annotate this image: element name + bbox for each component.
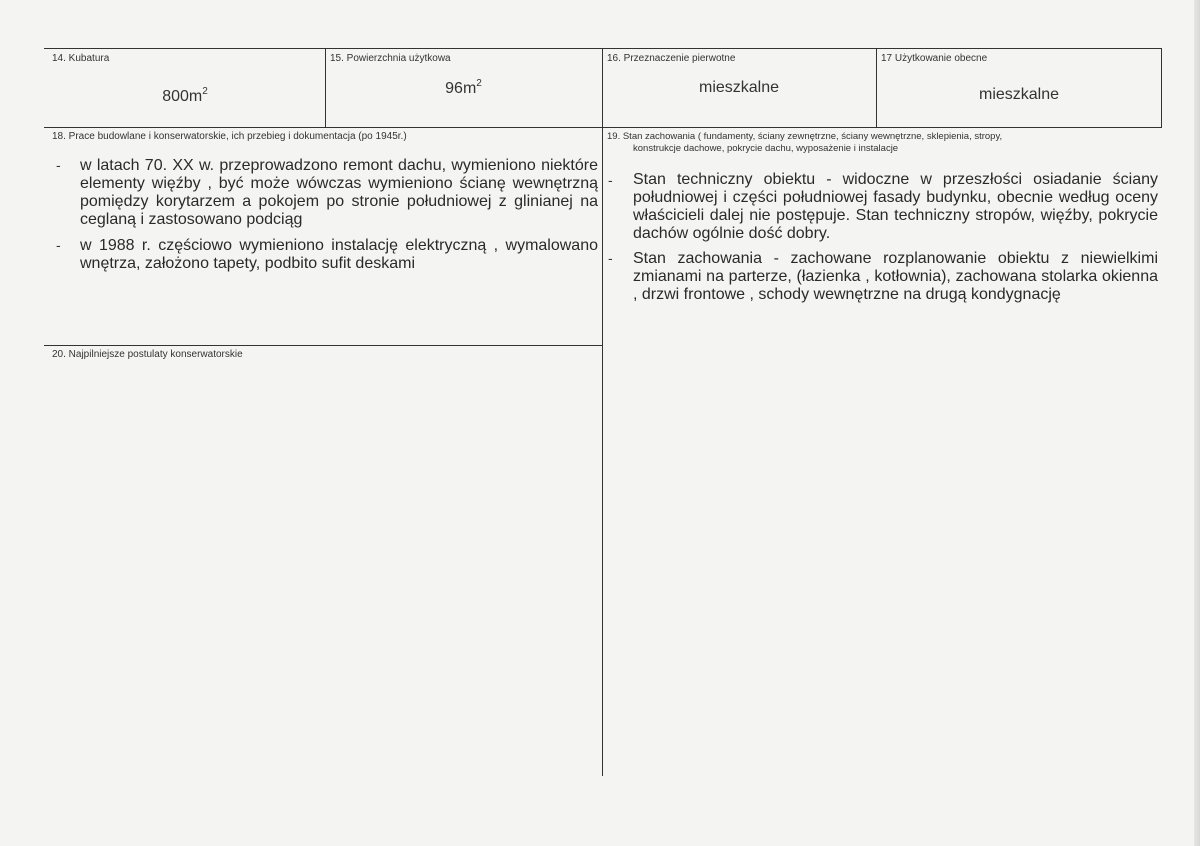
field-19-item-2: Stan zachowania - zachowane rozplanowanie obiektu z niewielkimi zmianami na parterze, (łazienka , kotłownia), zachowana stolarka okienna , drzwi frontowe , schody wewnętrzne na drugą kondygnację <box>633 250 1158 303</box>
field-18-item-1: w latach 70. XX w. przeprowadzono remont dachu, wymieniono niektóre elementy więźby , być może wówczas wymieniono ścianę wewnętrzną pomiędzy korytarzem a pokojem po stronie południowej z glinianej na ceglaną i zastosowano podciąg <box>80 157 598 228</box>
field-17-value: mieszkalne <box>978 86 1060 103</box>
col-divider-2 <box>602 48 603 776</box>
row2-bottom-line <box>44 345 602 346</box>
field-15-unit-exponent: 2 <box>476 78 482 89</box>
field-19-bullet-2: - <box>608 250 613 266</box>
field-18-label: 18. Prace budowlane i konserwatorskie, ich przebieg i dokumentacja (po 1945r.) <box>52 131 407 142</box>
field-19-label-line2: konstrukcje dachowe, pokrycie dachu, wyposażenie i instalacje <box>633 143 899 154</box>
field-15-value <box>325 80 602 98</box>
field-18-bullet-2: - <box>56 237 61 253</box>
field-18-item-2: w 1988 r. częściowo wymieniono instalację elektryczną , wymalowano wnętrza, założono tapety, podbito sufit deskami <box>80 237 598 272</box>
field-20-label: 20. Najpilniejsze postulaty konserwatorskie <box>52 349 243 360</box>
row1-bottom-line <box>44 127 1162 128</box>
field-14-label: 14. Kubatura <box>52 53 110 64</box>
field-15-label: 15. Powierzchnia użytkowa <box>330 53 451 64</box>
field-19-item-1: Stan techniczny obiektu - widoczne w przeszłości osiadanie ściany południowej i części południowej fasady budynku, obecnie według oceny właścicieli dalej nie postępuje. Stan techniczny stropów, więźby, pokrycie dachów ogólnie dość dobry. <box>633 171 1158 242</box>
field-17-label: 17 Użytkowanie obecne <box>881 53 988 64</box>
field-14-number: 800m <box>162 88 203 105</box>
field-14-unit-exponent: 2 <box>202 86 208 97</box>
field-16-label: 16. Przeznaczenie pierwotne <box>607 53 736 64</box>
field-18-bullet-1: - <box>56 157 61 173</box>
field-16-value: mieszkalne <box>698 79 780 96</box>
top-border-line <box>44 48 1162 49</box>
field-19-bullet-1: - <box>608 172 613 188</box>
field-19-label-line1: 19. Stan zachowania ( fundamenty, ściany zewnętrzne, ściany wewnętrzne, sklepienia, stropy, <box>607 131 1003 142</box>
field-14-value <box>44 88 326 106</box>
field-15-number: 96m <box>445 80 477 97</box>
